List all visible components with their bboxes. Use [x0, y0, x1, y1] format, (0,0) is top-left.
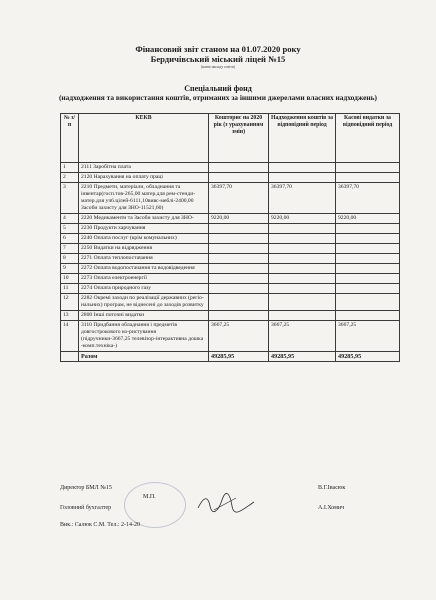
row-budget [209, 311, 269, 321]
row-number: 14 [61, 321, 79, 352]
row-number: 3 [61, 183, 79, 214]
row-number: 4 [61, 214, 79, 224]
row-budget [209, 254, 269, 264]
school-name: Бердичівський міський ліцей №15 [150, 54, 286, 64]
table-row [61, 173, 400, 183]
row-number: 11 [61, 284, 79, 294]
row-spent: 9220,00 [336, 214, 400, 224]
table-row [61, 163, 400, 173]
row-income [269, 224, 336, 234]
row-spent [336, 163, 400, 173]
column-header-number: № з/п [61, 114, 79, 163]
row-income [269, 284, 336, 294]
table-header-row [61, 114, 400, 163]
table-row [61, 294, 400, 311]
row-number: 2 [61, 173, 79, 183]
table-row [61, 321, 400, 352]
row-budget [209, 173, 269, 183]
total-budget: 49285,95 [209, 352, 269, 362]
table-row [61, 244, 400, 254]
row-kekv: 2282 Окремі заходи по реалізації державних (регіо-нальних) програм, не віднесені до заходів розвитку [79, 294, 209, 311]
row-spent [336, 224, 400, 234]
row-kekv: 2230 Продукти харчування [79, 224, 209, 234]
total-income: 49285,95 [269, 352, 336, 362]
fund-title: Спеціальний фонд [184, 84, 252, 93]
row-income [269, 234, 336, 244]
total-spent: 49285,95 [336, 352, 400, 362]
row-kekv: 2272 Оплата водопостачання та водовідведення [79, 264, 209, 274]
row-spent [336, 244, 400, 254]
accountant-name: А.І.Хомич [318, 505, 345, 511]
row-number: 10 [61, 274, 79, 284]
row-kekv: 2274 Оплата природного газу [79, 284, 209, 294]
row-spent [336, 264, 400, 274]
row-budget [209, 284, 269, 294]
table-row [61, 214, 400, 224]
row-number: 12 [61, 294, 79, 311]
report-table [60, 113, 400, 362]
signature-scribble [196, 492, 256, 514]
row-spent [336, 274, 400, 284]
row-spent [336, 284, 400, 294]
table-row [61, 284, 400, 294]
row-budget [209, 234, 269, 244]
row-budget [209, 274, 269, 284]
column-header-income: Надходження коштів за відповідний період [269, 114, 336, 163]
row-budget: 3667,25 [209, 321, 269, 352]
column-header-spent: Касові видатки за відповідний період [336, 114, 400, 163]
row-income [269, 163, 336, 173]
row-spent [336, 294, 400, 311]
row-income: 9220,00 [269, 214, 336, 224]
row-spent [336, 311, 400, 321]
report-title: Фінансовий звіт станом на 01.07.2020 року [135, 44, 301, 54]
row-kekv: 2240 Оплата послуг (крім комунальних) [79, 234, 209, 244]
table-row [61, 311, 400, 321]
stamp-label: М.П. [143, 494, 156, 500]
row-budget: 36397,70 [209, 183, 269, 214]
row-spent [336, 234, 400, 244]
school-name-caption: (назва закладу освіти) [201, 65, 235, 69]
row-spent: 36397,70 [336, 183, 400, 214]
row-number: 9 [61, 264, 79, 274]
accountant-label: Головний бухгалтер [60, 505, 112, 511]
row-income [269, 294, 336, 311]
row-income [269, 244, 336, 254]
table-row [61, 234, 400, 244]
row-budget [209, 163, 269, 173]
row-number: 13 [61, 311, 79, 321]
column-header-budget: Кошторис на 2020 рік (з урахуванням змін) [209, 114, 269, 163]
table-row [61, 254, 400, 264]
table-row [61, 274, 400, 284]
row-kekv: 2800 Інші поточні видатки [79, 311, 209, 321]
director-name: В.Г.Івасюк [318, 485, 346, 491]
row-number: 8 [61, 254, 79, 264]
table-row [61, 183, 400, 214]
table-row [61, 264, 400, 274]
row-income [269, 274, 336, 284]
fund-description: (надходження та використання коштів, отриманих за іншими джерелами власних надходжень) [58, 93, 378, 102]
row-income [269, 173, 336, 183]
table-row [61, 224, 400, 234]
total-row [61, 352, 400, 362]
director-label: Директор БМЛ №15 [60, 485, 112, 491]
row-kekv: 2271 Оплата теплопостачання [79, 254, 209, 264]
column-header-kekv: КЕКВ [79, 114, 209, 163]
row-budget [209, 264, 269, 274]
total-label: Разом [79, 352, 209, 362]
row-income: 36397,70 [269, 183, 336, 214]
row-kekv: 2250 Видатки на відрядження [79, 244, 209, 254]
row-budget [209, 224, 269, 234]
row-kekv: 2210 Предмети, матеріали, обладнання та інвентар(госп.тов-265,00 матер.для рем-стенди-матер.для уч6.цілей-6111,10вивс-меблі-2400,00 Засоби захисту для ЗНО-11521,60) [79, 183, 209, 214]
executor-line: Вик.: Салюк С.М. Тел.: 2-14-20 [60, 522, 140, 528]
row-spent [336, 173, 400, 183]
row-number: 7 [61, 244, 79, 254]
row-number: 5 [61, 224, 79, 234]
row-spent [336, 254, 400, 264]
row-kekv: 2273 Оплата електроенергії [79, 274, 209, 284]
row-kekv: 2220 Медикаменти та Засоби захисту для ЗНО- [79, 214, 209, 224]
row-number: 6 [61, 234, 79, 244]
row-kekv: 2120 Нарахування на оплату праці [79, 173, 209, 183]
row-kekv: 2111 Заробітна плата [79, 163, 209, 173]
row-budget: 9220,00 [209, 214, 269, 224]
row-income [269, 264, 336, 274]
row-income: 3667,25 [269, 321, 336, 352]
row-number: 1 [61, 163, 79, 173]
row-spent: 3667,25 [336, 321, 400, 352]
row-income [269, 254, 336, 264]
total-number-cell [61, 352, 79, 362]
row-budget [209, 294, 269, 311]
row-kekv: 3110 Придбання обладнання і предметів довгострокового ко-ристування (підручники-3667,25 телевізор-інтерактивна дошка -комп.техніка-) [79, 321, 209, 352]
row-budget [209, 244, 269, 254]
row-income [269, 311, 336, 321]
